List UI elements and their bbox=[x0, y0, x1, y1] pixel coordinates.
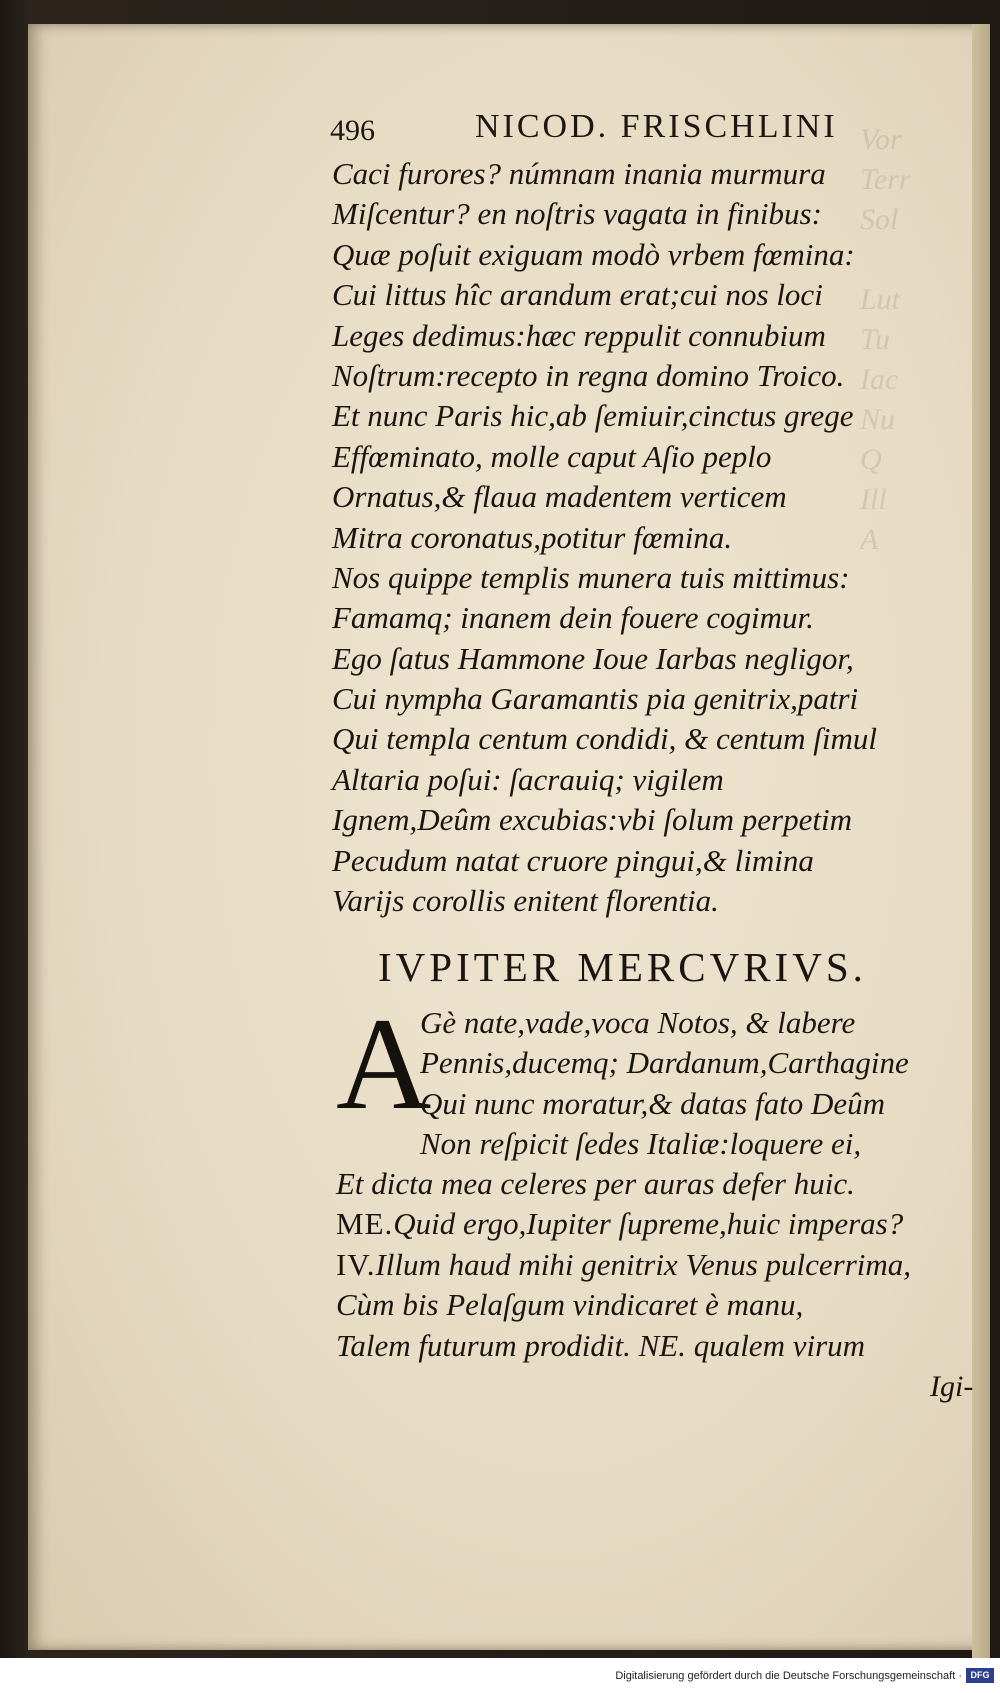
section-heading: IVPITER MERCVRIVS. bbox=[378, 944, 867, 990]
verse-line: Et nunc Paris hic,ab ſemiuir,cinctus grege bbox=[332, 398, 854, 434]
running-head: NICOD. FRISCHLINI bbox=[475, 108, 838, 145]
verse-line: Qui nunc moratur,& datas fato Deûm bbox=[420, 1085, 885, 1121]
dfg-logo: DFG bbox=[966, 1668, 994, 1683]
verse-line: Ego ſatus Hammone Ioue Iarbas negligor, bbox=[332, 640, 854, 676]
verse-line: Varijs corollis enitent florentia. bbox=[332, 883, 719, 919]
verse-block-dropcap bbox=[420, 1003, 909, 1165]
verse-line: Famamq; inanem dein fouere cogimur. bbox=[332, 600, 814, 636]
verse-line: Leges dedimus:hæc reppulit connubium bbox=[332, 317, 826, 353]
funding-credit: Digitalisierung gefördert durch die Deutsche Forschungsgemeinschaft · bbox=[615, 1670, 962, 1682]
verse-line: Quæ poſuit exiguam modò vrbem fœmina: bbox=[332, 236, 855, 272]
show-through-text: Vor Terr Sol Lut Tu Iac Nu Q Ill A bbox=[860, 123, 911, 556]
verse-line: Effœminato, molle caput Aſio peplo bbox=[332, 438, 772, 474]
page-header bbox=[330, 108, 850, 152]
verse-line: Gè nate,vade,voca Notos, & labere bbox=[420, 1005, 856, 1040]
verse-line: Cui littus hîc arandum erat;cui nos loci bbox=[332, 277, 823, 313]
verse-block-2 bbox=[336, 1164, 936, 1366]
verse-line: Miſcentur? en noſtris vagata in finibus: bbox=[332, 196, 822, 232]
verse-text: Et dicta mea celeres per auras defer huic. bbox=[336, 1166, 855, 1201]
verse-text: Quid ergo,Iupiter ſupreme,huic imperas? bbox=[393, 1206, 904, 1242]
drop-cap: A bbox=[336, 990, 432, 1137]
verse-line: Caci furores? númnam inania murmura bbox=[332, 156, 826, 191]
verse-line: Ornatus,& flaua madentem verticem bbox=[332, 479, 787, 515]
verse-line: Mitra coronatus,potitur fœmina. bbox=[332, 519, 733, 555]
verse-line bbox=[336, 1326, 936, 1366]
verse-line: Qui templa centum condidi, & centum ſimul bbox=[332, 721, 877, 757]
verse-line bbox=[336, 1285, 936, 1325]
verse-line bbox=[336, 1164, 936, 1204]
verse-block-1 bbox=[332, 154, 932, 921]
catchword: Igi- bbox=[930, 1370, 974, 1403]
verse-line: Noſtrum:recepto in regna domino Troico. bbox=[332, 357, 845, 393]
verse-line: Ignem,Deûm excubias:vbi ſolum perpetim bbox=[332, 802, 852, 838]
verse-line: Pecudum natat cruore pingui,& limina bbox=[332, 842, 814, 878]
verse-line: Cui nympha Garamantis pia genitrix,patri bbox=[332, 681, 859, 717]
speaker-label: IV. bbox=[336, 1246, 376, 1282]
verse-line: Non reſpicit ſedes Italiæ:loquere ei, bbox=[420, 1126, 862, 1162]
verse-text: Illum haud mihi genitrix Venus pulcerrima, bbox=[375, 1246, 912, 1282]
verse-line bbox=[336, 1245, 936, 1285]
speaker-label: ME. bbox=[336, 1206, 394, 1242]
verse-line: Nos quippe templis munera tuis mittimus: bbox=[332, 559, 850, 595]
page-number: 496 bbox=[330, 114, 375, 147]
verse-line: Altaria poſui: ſacrauiq; vigilem bbox=[332, 761, 724, 797]
verse-text: Cùm bis Pelaſgum vindicaret è manu, bbox=[336, 1287, 804, 1323]
verse-line: Pennis,ducemq; Dardanum,Carthagine bbox=[420, 1045, 909, 1081]
verse-line bbox=[336, 1204, 936, 1244]
verse-text: Talem futurum prodidit. NE. qualem virum bbox=[336, 1327, 866, 1363]
footer-bar bbox=[0, 1658, 1000, 1693]
